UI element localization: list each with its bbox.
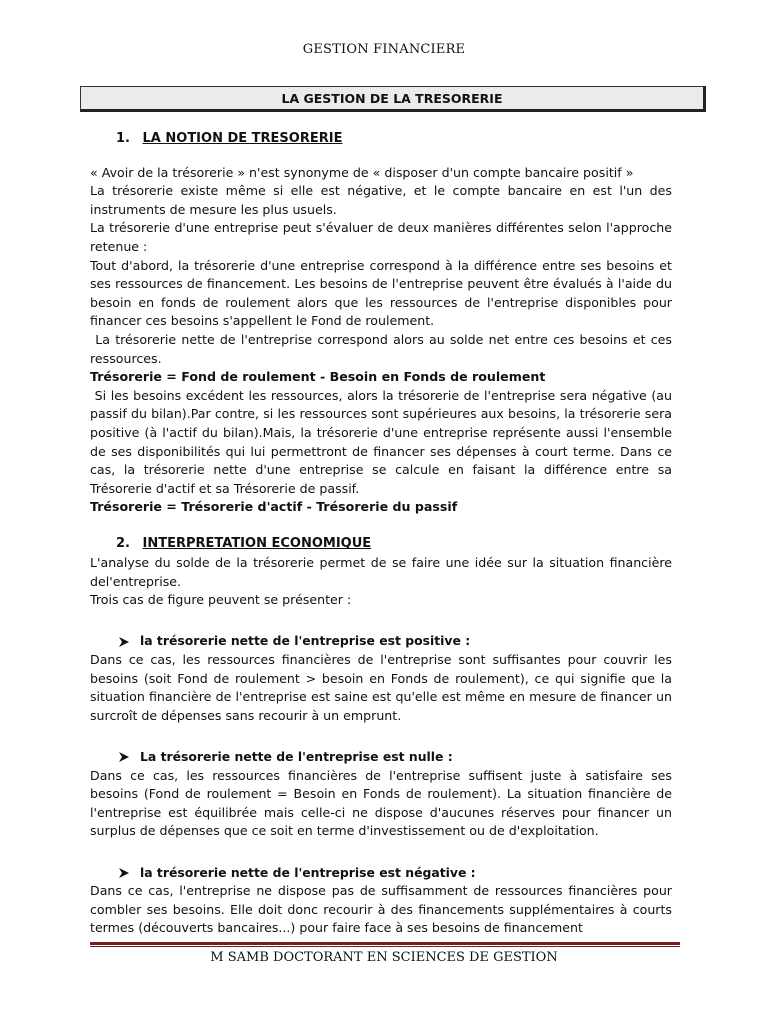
- page-header-title: GESTION FINANCIERE: [302, 42, 466, 57]
- paragraph: L'analyse du solde de la trésorerie permet de se faire une idée sur la situation financière del'entreprise.: [90, 555, 672, 589]
- paragraph: La trésorerie d'une entreprise peut s'évaluer de deux manières différentes selon l'approche retenue :: [90, 220, 672, 254]
- paragraph: Tout d'abord, la trésorerie d'une entreprise correspond à la différence entre ses besoins et ses ressources de financement. Les besoins de l'entreprise peuvent être évalués à l'aide du besoin en fonds de roulement alors que les ressources de l'entreprise disponibles pour financer ces besoins s'appellent le Fond de roulement.: [90, 257, 672, 329]
- paragraph: Trois cas de figure peuvent se présenter :: [90, 592, 352, 608]
- arrow-bullet-icon: [118, 636, 130, 648]
- spacer: [90, 610, 672, 629]
- spacer: [90, 517, 672, 536]
- section-2-heading: [116, 535, 672, 554]
- arrow-bullet-icon: [118, 867, 130, 879]
- paragraph: « Avoir de la trésorerie » n'est synonyme de « disposer d'un compte bancaire positif »: [90, 164, 634, 180]
- section-2-number: 2.: [116, 536, 130, 552]
- case-text-nulle: Dans ce cas, les ressources financières de l'entreprise suffisent juste à satisfaire ses besoins (Fond de roulement = Besoin en Fonds de roulement). La situation financière de l'entreprise est équilibrée mais celle-ci ne dispose d'aucunes réserves pour financer un surplus de dépenses que ce soit en terme d'investissement ou de d'exploitation.: [90, 767, 672, 839]
- footer-divider: [90, 942, 680, 947]
- case-text-negative: Dans ce cas, l'entreprise ne dispose pas de suffisamment de ressources financières pour combler ses besoins. Elle doit donc recourir à des financements supplémentaires à courts termes (découverts bancaires...) pour faire face à ses besoins de financement: [90, 883, 672, 936]
- section-1-title: LA NOTION DE TRESORERIE: [142, 131, 343, 146]
- case-heading-nulle: [118, 748, 672, 767]
- arrow-bullet-icon: [118, 751, 130, 763]
- case-heading-negative: [118, 864, 672, 883]
- section-2-title: INTERPRETATION ECONOMIQUE: [142, 536, 372, 552]
- case-heading-text: la trésorerie nette de l'entreprise est négative :: [140, 864, 476, 880]
- document-body: [90, 130, 677, 938]
- paragraph: La trésorerie nette de l'entreprise correspond alors au solde net entre ces besoins et ces ressources.: [90, 331, 676, 366]
- formula-tresorerie-fr-bfr: Trésorerie = Fond de roulement - Besoin en Fonds de roulement: [90, 369, 546, 385]
- case-heading-positive: [118, 632, 672, 651]
- formula-tresorerie-actif-passif: Trésorerie = Trésorerie d'actif - Trésorerie du passif: [90, 499, 458, 515]
- case-text-positive: Dans ce cas, les ressources financières de l'entreprise sont suffisantes pour couvrir les besoins (soit Fond de roulement > besoin en Fonds de roulement), ce qui signifie que la situation financière de l'entreprise est saine est qu'elle est même en mesure de financer un surcroît de dépenses sans recourir à un emprunt.: [90, 652, 672, 723]
- section-1-number: 1.: [116, 131, 130, 146]
- spacer: [90, 725, 672, 744]
- paragraph: Si les besoins excédent les ressources, alors la trésorerie de l'entreprise sera négative (au passif du bilan).Par contre, si les ressources sont supérieures aux besoins, la trésorerie sera positive (à l'actif du bilan).Mais, la trésorerie d'une entreprise représente aussi l'ensemble de ses disponibilités qui lui permettront de financer ses dépenses à court terme. Dans ce cas, la trésorerie nette d'une entreprise se calcule en faisant la différence entre sa Trésorerie d'actif et sa Trésorerie de passif.: [90, 387, 677, 496]
- case-heading-text: la trésorerie nette de l'entreprise est positive :: [140, 633, 471, 649]
- paragraph: La trésorerie existe même si elle est négative, et le compte bancaire en est l'un des instruments de mesure les plus usuels.: [90, 183, 672, 217]
- spacer: [90, 841, 672, 860]
- section-1-heading: [116, 130, 672, 149]
- page-footer-text: M SAMB DOCTORANT EN SCIENCES DE GESTION: [210, 950, 558, 965]
- case-heading-text: La trésorerie nette de l'entreprise est nulle :: [140, 749, 453, 764]
- document-title-box: LA GESTION DE LA TRESORERIE: [80, 86, 706, 112]
